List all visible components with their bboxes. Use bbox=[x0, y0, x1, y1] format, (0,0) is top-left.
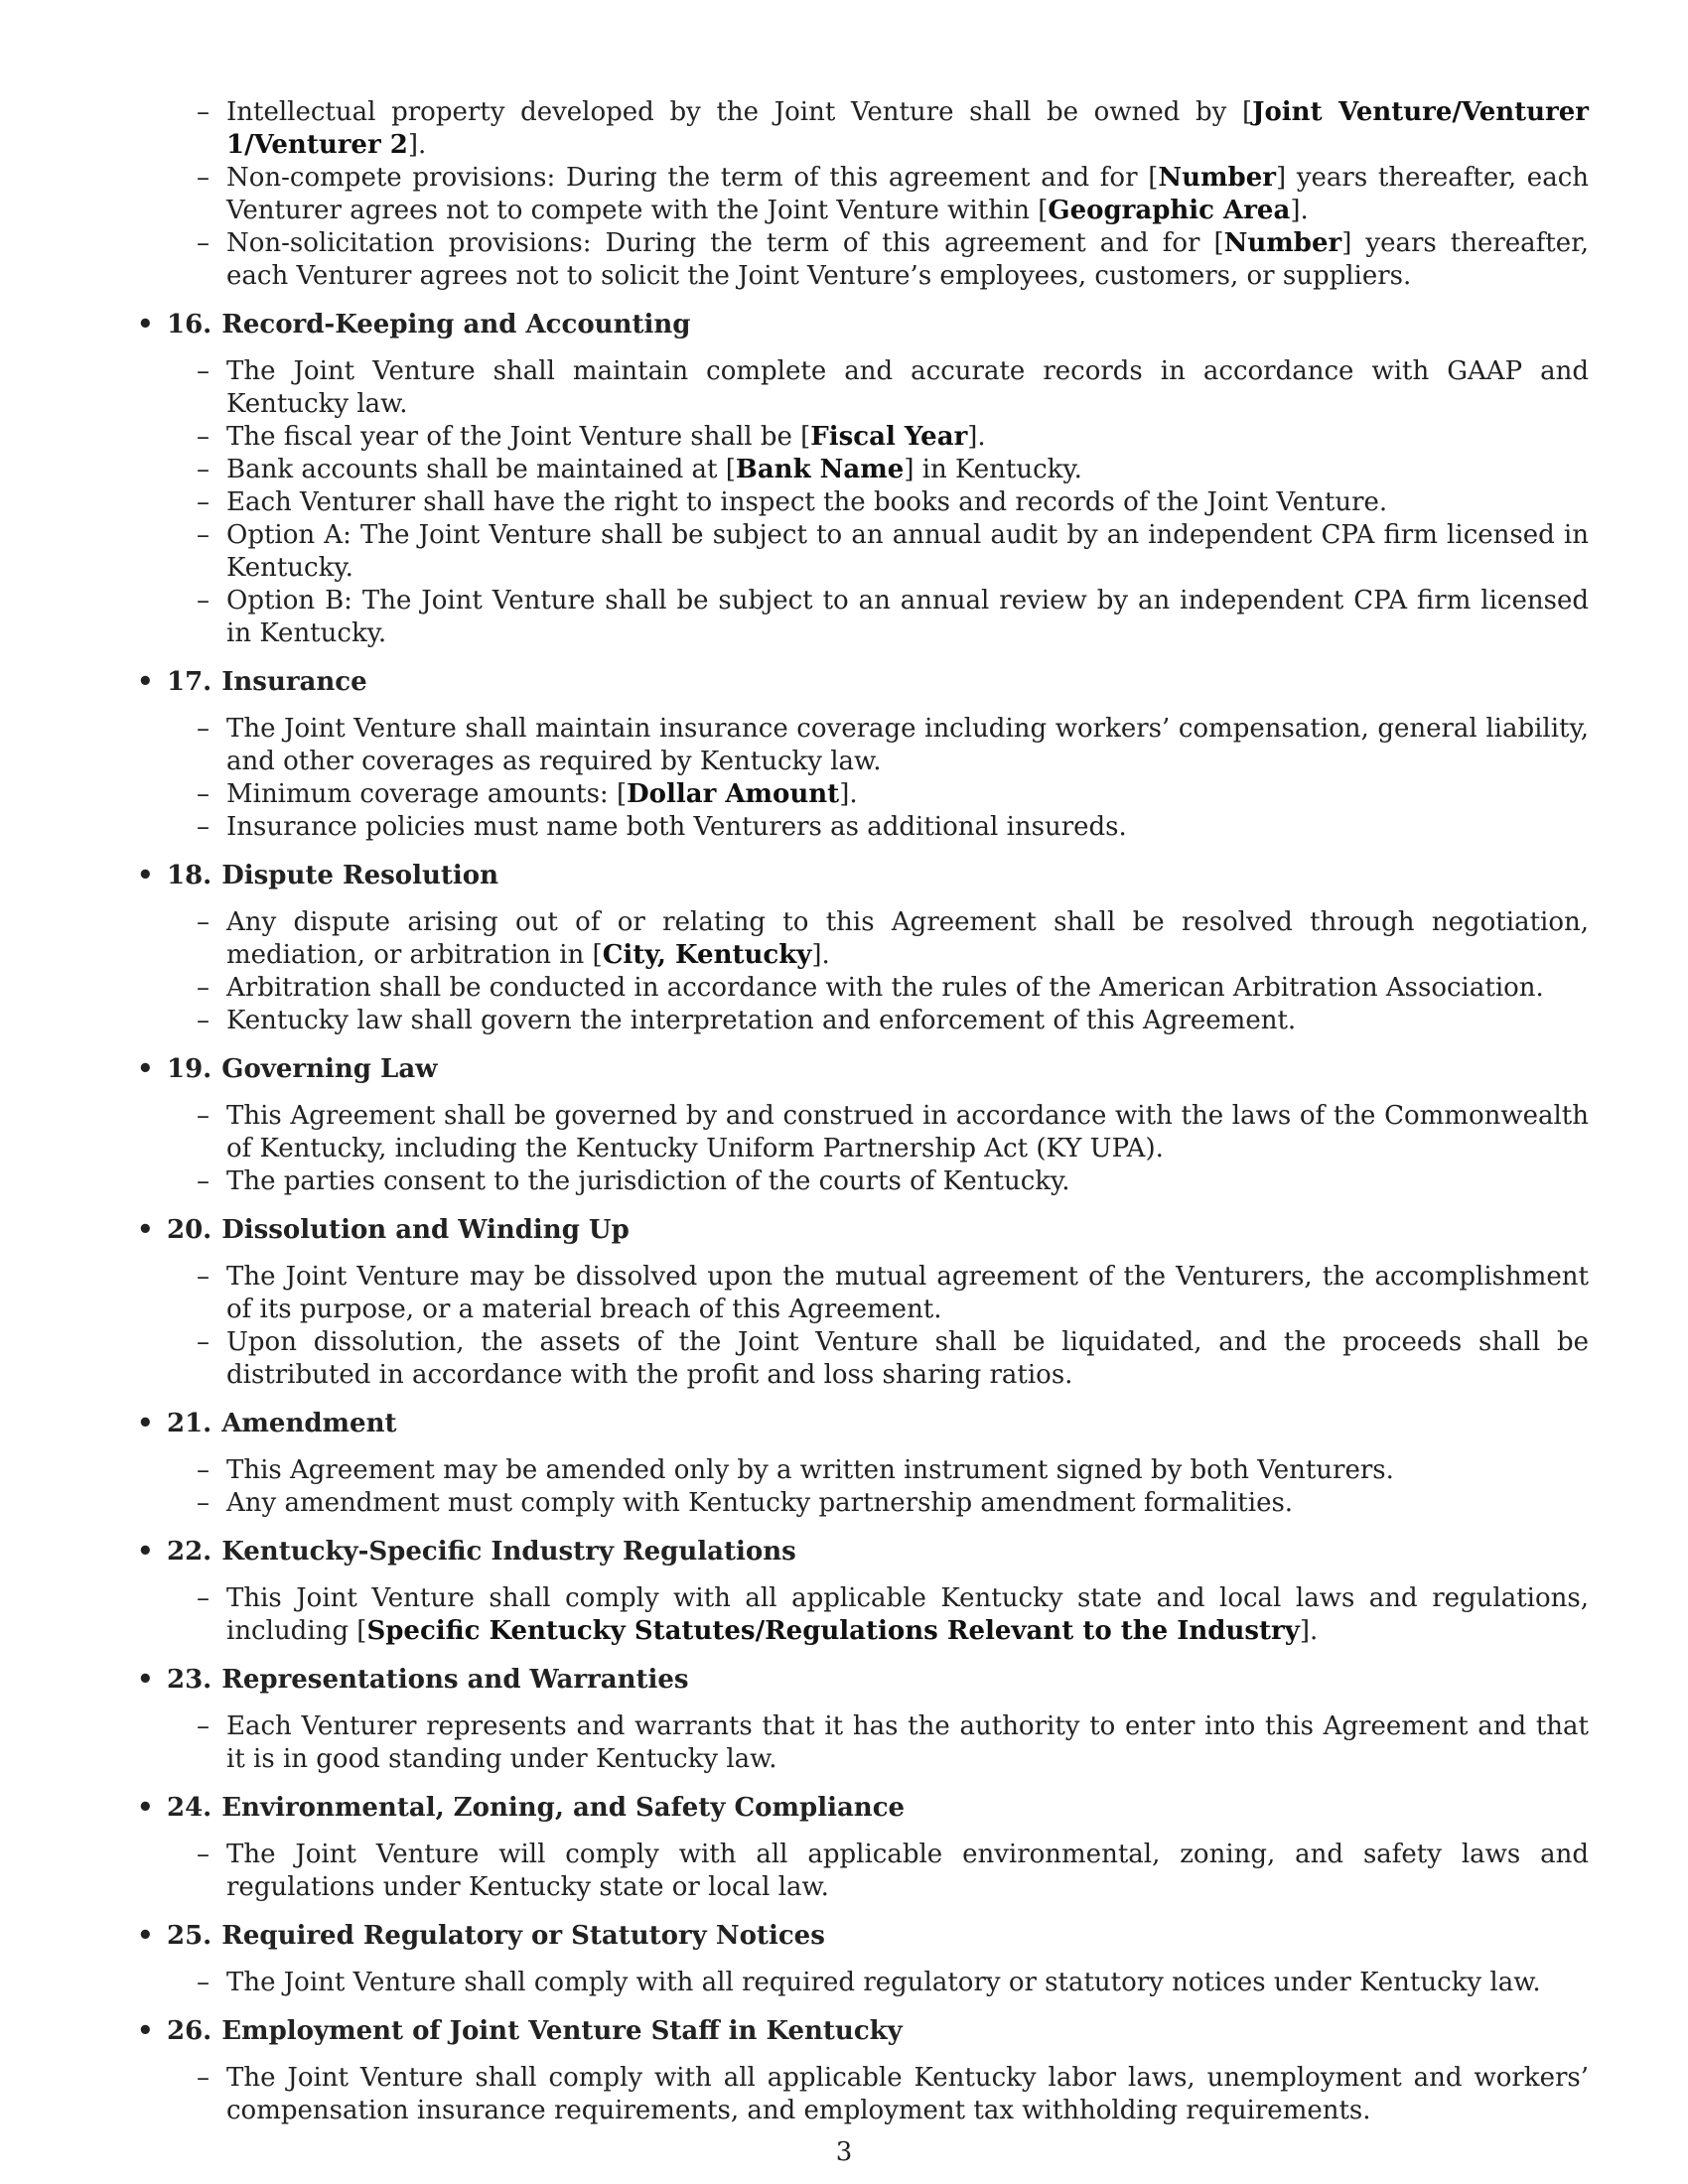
sub-item bbox=[137, 421, 1589, 454]
item-text: ]. bbox=[811, 940, 830, 970]
item-text: This Agreement may be amended only by a written instrument signed by both Venturers. bbox=[226, 1455, 1394, 1485]
section bbox=[137, 666, 1589, 844]
placeholder-text: Bank Name bbox=[735, 455, 905, 484]
item-text: Kentucky law shall govern the interpretation and enforcement of this Agreement. bbox=[226, 1006, 1297, 1035]
section-title: Employment of Joint Venture Staff in Kentucky bbox=[221, 2016, 903, 2046]
section-number: 18. bbox=[167, 861, 212, 890]
section bbox=[137, 860, 1589, 1037]
sub-item bbox=[137, 1967, 1589, 1999]
item-text: Option B: The Joint Venture shall be subject to an annual review by an independent CPA firm licensed in Kentucky. bbox=[226, 586, 1589, 648]
item-text: ] years thereafter, each Venturer agrees not to solicit the Joint Venture’s employees, customers, or suppliers. bbox=[226, 228, 1589, 291]
sub-item bbox=[137, 1326, 1589, 1392]
placeholder-text: Number bbox=[1158, 163, 1276, 193]
section-title: Amendment bbox=[221, 1409, 397, 1438]
item-text: The Joint Venture may be dissolved upon the mutual agreement of the Venturers, the accomplishment of its purpose, or a material breach of this Agreement. bbox=[226, 1262, 1589, 1324]
section-title: Required Regulatory or Statutory Notices bbox=[221, 1921, 825, 1951]
item-text: The fiscal year of the Joint Venture shall be [ bbox=[226, 422, 811, 452]
bullet-icon: • bbox=[137, 1921, 154, 1951]
section-title: Environmental, Zoning, and Safety Compliance bbox=[221, 1793, 906, 1823]
section-number: 20. bbox=[167, 1215, 212, 1245]
sub-item bbox=[137, 906, 1589, 972]
section-title: Record-Keeping and Accounting bbox=[221, 310, 691, 340]
section-sub-list bbox=[137, 2062, 1589, 2127]
placeholder-text: Number bbox=[1223, 228, 1342, 258]
section-sub-list bbox=[137, 1454, 1589, 1520]
continued-sub-list bbox=[137, 96, 1589, 293]
item-text: ]. bbox=[967, 422, 986, 452]
item-text: Option A: The Joint Venture shall be subject to an annual audit by an independent CPA firm licensed in Kentucky. bbox=[226, 520, 1589, 583]
item-text: Bank accounts shall be maintained at [ bbox=[226, 455, 736, 484]
section-heading bbox=[137, 666, 1589, 699]
bullet-icon: • bbox=[137, 1215, 154, 1245]
section bbox=[137, 2015, 1589, 2127]
item-text: ] in Kentucky. bbox=[904, 455, 1082, 484]
item-text: This Joint Venture shall comply with all applicable Kentucky state and local laws and regulations, including [ bbox=[226, 1583, 1589, 1646]
bullet-icon: • bbox=[137, 861, 154, 890]
item-text: Intellectual property developed by the Joint Venture shall be owned by [ bbox=[226, 97, 1253, 127]
section bbox=[137, 1214, 1589, 1392]
section-heading bbox=[137, 860, 1589, 892]
section-heading bbox=[137, 1920, 1589, 1953]
bullet-icon: • bbox=[137, 1054, 154, 1084]
item-text: Each Venturer represents and warrants that it has the authority to enter into this Agreement and that it is in good standing under Kentucky law. bbox=[226, 1711, 1589, 1774]
bullet-icon: • bbox=[137, 1793, 154, 1823]
section-number: 25. bbox=[167, 1921, 212, 1951]
sub-item bbox=[137, 1261, 1589, 1326]
section-sub-list bbox=[137, 1582, 1589, 1648]
sub-item bbox=[137, 454, 1589, 486]
section-sub-list bbox=[137, 355, 1589, 650]
item-text: This Agreement shall be governed by and construed in accordance with the laws of the Commonwealth of Kentucky, including the Kentucky Uniform Partnership Act (KY UPA). bbox=[226, 1101, 1589, 1163]
sub-item bbox=[137, 1165, 1589, 1198]
item-text: Minimum coverage amounts: [ bbox=[226, 779, 628, 809]
sub-item bbox=[137, 486, 1589, 519]
section bbox=[137, 1792, 1589, 1904]
section-number: 22. bbox=[167, 1537, 212, 1567]
section bbox=[137, 309, 1589, 650]
item-text: The parties consent to the jurisdiction of the courts of Kentucky. bbox=[226, 1166, 1070, 1196]
section-sub-list bbox=[137, 1967, 1589, 1999]
placeholder-text: City, Kentucky bbox=[602, 940, 812, 970]
item-text: ]. bbox=[1290, 196, 1309, 225]
placeholder-text: Dollar Amount bbox=[627, 779, 840, 809]
section-heading bbox=[137, 2015, 1589, 2048]
section bbox=[137, 1408, 1589, 1520]
sub-item bbox=[137, 1454, 1589, 1487]
section-heading bbox=[137, 1536, 1589, 1569]
section-number: 23. bbox=[167, 1665, 212, 1695]
sub-item bbox=[137, 778, 1589, 811]
section-sub-list bbox=[137, 1839, 1589, 1904]
item-text: The Joint Venture will comply with all applicable environmental, zoning, and safety laws and regulations under Kentucky state or local law. bbox=[226, 1840, 1589, 1902]
item-text: Any dispute arising out of or relating to this Agreement shall be resolved through negotiation, mediation, or arbitration in [ bbox=[226, 907, 1589, 970]
item-text: Any amendment must comply with Kentucky partnership amendment formalities. bbox=[226, 1488, 1294, 1518]
placeholder-text: Fiscal Year bbox=[810, 422, 968, 452]
section-heading bbox=[137, 1214, 1589, 1247]
section-heading bbox=[137, 1053, 1589, 1086]
section-title: Kentucky-Specific Industry Regulations bbox=[221, 1537, 796, 1567]
item-text: The Joint Venture shall maintain insurance coverage including workers’ compensation, general liability, and other coverages as required by Kentucky law. bbox=[226, 714, 1589, 776]
item-text: Upon dissolution, the assets of the Joint Venture shall be liquidated, and the proceeds shall be distributed in accordance with the profit and loss sharing ratios. bbox=[226, 1327, 1589, 1390]
section bbox=[137, 1053, 1589, 1198]
placeholder-text: Geographic Area bbox=[1048, 196, 1291, 225]
section-number: 17. bbox=[167, 667, 212, 697]
page-content bbox=[137, 96, 1589, 2127]
item-text: Non-solicitation provisions: During the term of this agreement and for [ bbox=[226, 228, 1224, 258]
section-title: Governing Law bbox=[221, 1054, 438, 1084]
bullet-icon: • bbox=[137, 1665, 154, 1695]
sub-item bbox=[137, 2062, 1589, 2127]
sub-item bbox=[137, 585, 1589, 650]
sub-item bbox=[137, 713, 1589, 778]
placeholder-text: Specific Kentucky Statutes/Regulations Relevant to the Industry bbox=[366, 1616, 1300, 1646]
item-text: The Joint Venture shall comply with all required regulatory or statutory notices under Kentucky law. bbox=[226, 1968, 1541, 1997]
item-text: Insurance policies must name both Venturers as additional insureds. bbox=[226, 812, 1127, 842]
sub-item bbox=[137, 1839, 1589, 1904]
sub-item bbox=[137, 1710, 1589, 1776]
item-text: The Joint Venture shall maintain complete and accurate records in accordance with GAAP and Kentucky law. bbox=[226, 356, 1589, 419]
sub-item bbox=[137, 1487, 1589, 1520]
item-text: ]. bbox=[839, 779, 858, 809]
sub-item bbox=[137, 162, 1589, 227]
section-number: 26. bbox=[167, 2016, 212, 2046]
section-sub-list bbox=[137, 906, 1589, 1037]
section bbox=[137, 1920, 1589, 1999]
sub-item bbox=[137, 519, 1589, 585]
section-number: 19. bbox=[167, 1054, 212, 1084]
section-title: Representations and Warranties bbox=[221, 1665, 689, 1695]
sub-item bbox=[137, 96, 1589, 162]
page-number: 3 bbox=[835, 2137, 853, 2167]
item-text: ]. bbox=[407, 130, 427, 160]
section-number: 16. bbox=[167, 310, 212, 340]
section-sub-list bbox=[137, 713, 1589, 844]
section bbox=[137, 1664, 1589, 1776]
section-number: 21. bbox=[167, 1409, 212, 1438]
section-title: Dispute Resolution bbox=[221, 861, 499, 890]
section-title: Insurance bbox=[221, 667, 367, 697]
sub-item bbox=[137, 811, 1589, 844]
sub-item bbox=[137, 227, 1589, 293]
item-text: Each Venturer shall have the right to inspect the books and records of the Joint Venture. bbox=[226, 487, 1388, 517]
sub-item bbox=[137, 1582, 1589, 1648]
placeholder-text: Joint Venture/Venturer 1/Venturer 2 bbox=[226, 97, 1589, 160]
bullet-icon: • bbox=[137, 1409, 154, 1438]
bullet-icon: • bbox=[137, 310, 154, 340]
item-text: ] years thereafter, each Venturer agrees not to compete with the Joint Venture within [ bbox=[226, 163, 1590, 225]
section-sub-list bbox=[137, 1100, 1589, 1198]
section-list bbox=[137, 309, 1589, 2127]
section bbox=[137, 1536, 1589, 1648]
bullet-icon: • bbox=[137, 2016, 154, 2046]
item-text: The Joint Venture shall comply with all applicable Kentucky labor laws, unemployment and workers’ compensation insurance requirements, and employment tax withholding requirements. bbox=[226, 2063, 1589, 2125]
bullet-icon: • bbox=[137, 1537, 154, 1567]
section-heading bbox=[137, 1792, 1589, 1825]
sub-item bbox=[137, 972, 1589, 1005]
item-text: Non-compete provisions: During the term of this agreement and for [ bbox=[226, 163, 1159, 193]
section-heading bbox=[137, 1408, 1589, 1440]
section-sub-list bbox=[137, 1261, 1589, 1392]
section-heading bbox=[137, 309, 1589, 341]
section-sub-list bbox=[137, 1710, 1589, 1776]
section-number: 24. bbox=[167, 1793, 212, 1823]
section-title: Dissolution and Winding Up bbox=[221, 1215, 630, 1245]
bullet-icon: • bbox=[137, 667, 154, 697]
item-text: ]. bbox=[1299, 1616, 1319, 1646]
sub-item bbox=[137, 355, 1589, 421]
sub-item bbox=[137, 1005, 1589, 1037]
sub-item bbox=[137, 1100, 1589, 1165]
section-heading bbox=[137, 1664, 1589, 1697]
item-text: Arbitration shall be conducted in accordance with the rules of the American Arbitration Association. bbox=[226, 973, 1544, 1003]
